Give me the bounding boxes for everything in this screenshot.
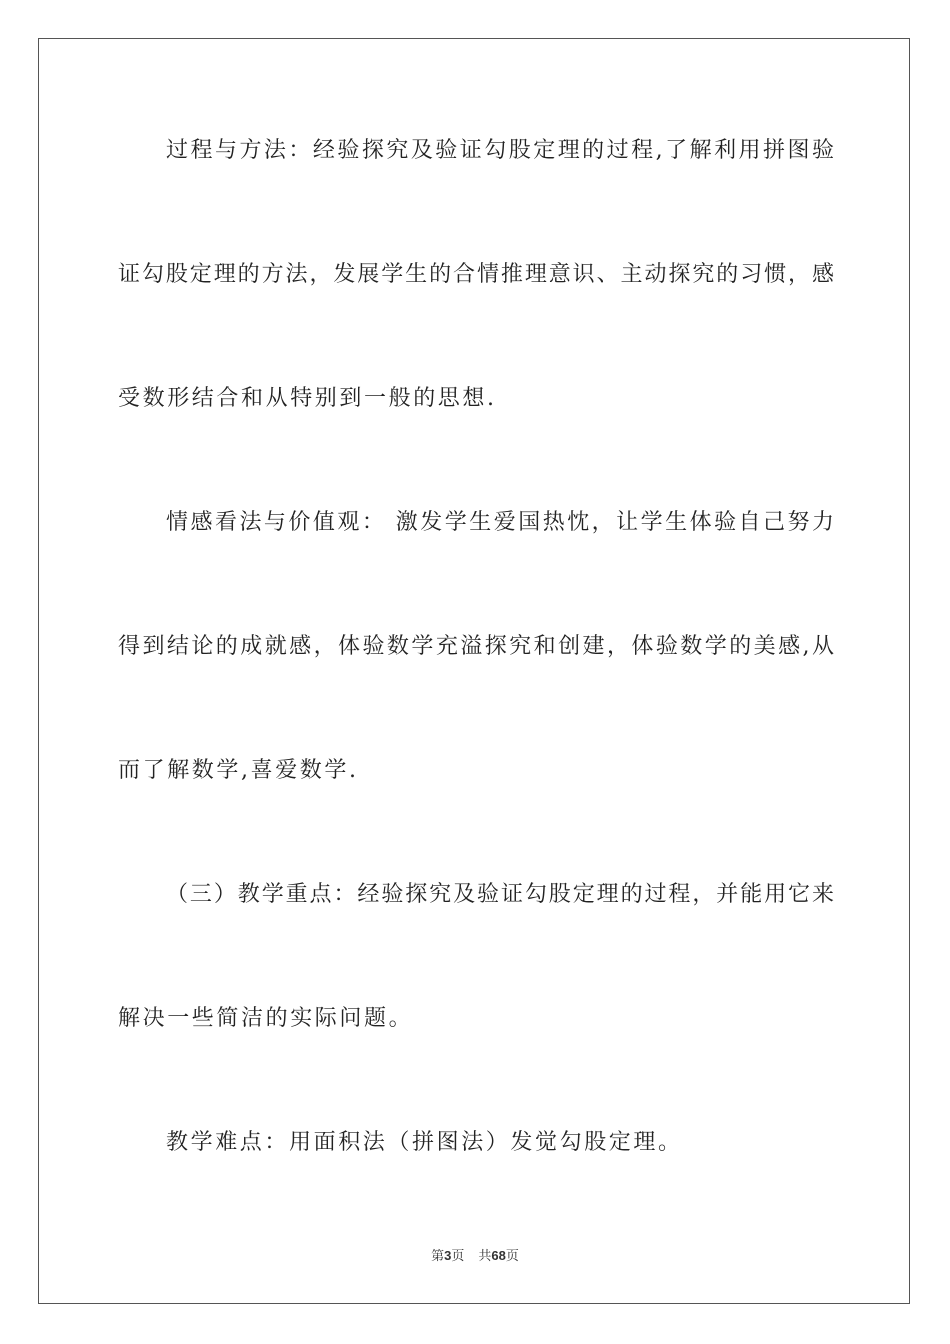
footer-total-prefix: 共: [478, 1249, 492, 1264]
paragraph-1-line-1: 过程与方法：经验探究及验证勾股定理的过程,了解利用拼图验: [166, 138, 834, 163]
footer-page-number: 3: [444, 1248, 452, 1263]
page-frame: [38, 38, 910, 1304]
footer-page-suffix: 页: [451, 1249, 465, 1264]
footer-total-suffix: 页: [505, 1249, 519, 1264]
paragraph-4-line-1: 教学难点：用面积法（拼图法）发觉勾股定理。: [166, 1130, 683, 1155]
paragraph-2-line-1: 情感看法与价值观： 激发学生爱国热忱，让学生体验自己努力: [166, 510, 834, 535]
paragraph-1-line-2: 证勾股定理的方法，发展学生的合情推理意识、主动探究的习惯，感: [118, 262, 834, 287]
paragraph-3-line-1: （三）教学重点：经验探究及验证勾股定理的过程，并能用它来: [166, 882, 834, 907]
paragraph-3-line-2: 解决一些简洁的实际问题。: [118, 1006, 414, 1031]
paragraph-2-line-2: 得到结论的成就感，体验数学充溢探究和创建，体验数学的美感,从: [118, 634, 834, 659]
paragraph-1-line-3: 受数形结合和从特别到一般的思想.: [118, 386, 497, 411]
page-footer: [0, 1247, 950, 1266]
footer-total-pages: 68: [491, 1248, 506, 1263]
footer-page-prefix: 第: [431, 1249, 445, 1264]
paragraph-2-line-3: 而了解数学,喜爱数学.: [118, 758, 359, 783]
